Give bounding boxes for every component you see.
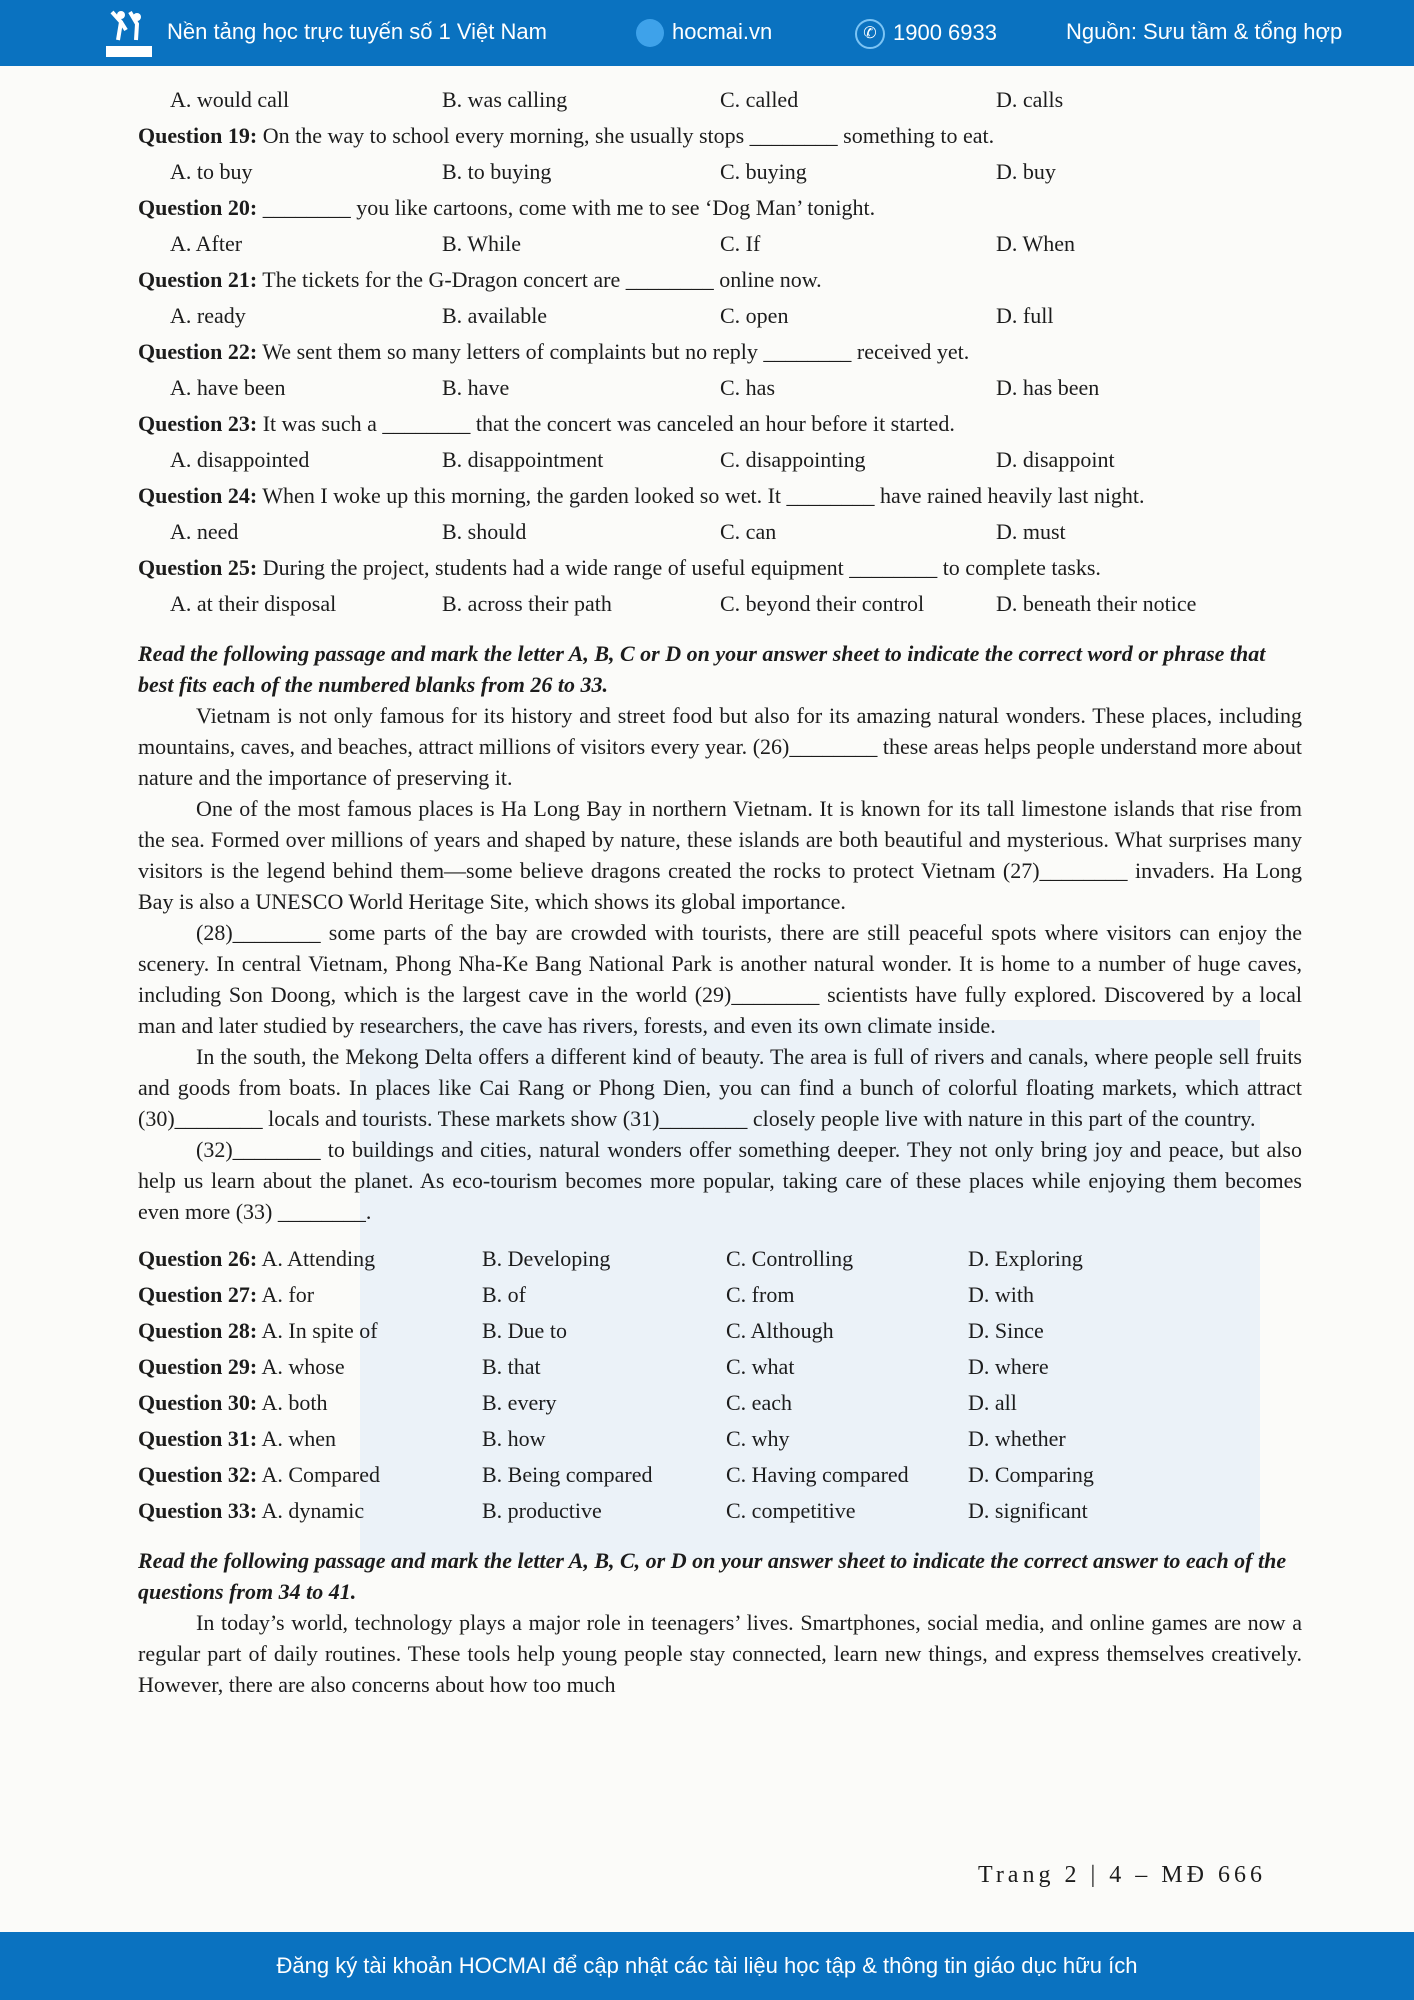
question-text: ________ you like cartoons, come with me to see ‘Dog Man’ tonight. [262,195,876,220]
answer-option: D. where [968,1354,1049,1379]
answer-option: C. from [726,1282,795,1307]
question-first-cell [138,1493,482,1529]
question-label: Question 30: [138,1390,258,1415]
answer-option: C. disappointing [720,447,866,472]
question-first-cell [138,1385,482,1421]
answer-option: A. to buy [170,159,253,184]
question-label: Question 20: [138,195,258,220]
answer-option: A. need [170,519,239,544]
answer-option: A. at their disposal [170,591,337,616]
answer-option: B. across their path [442,591,612,616]
question-first-cell [138,1349,482,1385]
question-text: It was such a ________ that the concert was canceled an hour before it started. [262,411,955,436]
question-text: When I woke up this morning, the garden looked so wet. It ________ have rained heavily last night. [262,483,1145,508]
passage-paragraph: (28)________ some parts of the bay are crowded with tourists, there are still peaceful spots where visitors can enjoy the scenery. In central Vietnam, Phong Nha-Ke Bang National Park is another natural wonder. It is home to a number of huge caves, including Son Doong, which is the largest cave in the world (29)________ scientists have fully explored. Discovered by a local man and later studied by researchers, the cave has rivers, forests, and even its own climate inside. [138,920,1302,1038]
question-stem [138,262,1302,298]
answer-option: D. whether [968,1426,1066,1451]
question-first-cell [138,1313,482,1349]
phone-link[interactable] [855,19,997,49]
answer-option: C. buying [720,159,807,184]
answer-option: D. Comparing [968,1462,1094,1487]
answer-option: B. disappointment [442,447,604,472]
question-label: Question 24: [138,483,258,508]
answer-option: B. While [442,231,522,256]
answer-option: D. calls [996,87,1064,112]
answer-option: D. disappoint [996,447,1115,472]
answer-option: A. when [261,1426,337,1451]
question-first-cell [138,1421,482,1457]
answer-option: A. disappointed [170,447,310,472]
answer-option: B. of [482,1282,526,1307]
passage-paragraph: (32)________ to buildings and cities, natural wonders offer something deeper. They not only bring joy and peace, but also help us learn about the planet. As eco-tourism becomes more popular, taking care of these places while enjoying them becomes even more (33) ________. [138,1137,1302,1224]
question-stem [138,334,1302,370]
section2-questions [138,1241,1302,1529]
source-text: Nguồn: Sưu tầm & tổng hợp [1066,19,1343,44]
question-stem [138,118,1302,154]
phone-text: 1900 6933 [893,19,997,45]
answer-option: C. Although [726,1318,834,1343]
question-label: Question 22: [138,339,258,364]
question-row [138,1241,1302,1277]
passage-paragraph: In today’s world, technology plays a major role in teenagers’ lives. Smartphones, social media, and online games are now a regular part of daily routines. These tools help young people stay connected, learn new things, and express themselves creatively. However, there are also concerns about how too much [138,1610,1302,1697]
question-stem [138,550,1302,586]
answer-option: C. has [720,375,775,400]
answer-options [138,226,1302,262]
question-label: Question 21: [138,267,258,292]
answer-option: B. Developing [482,1246,611,1271]
answer-option: A. ready [170,303,246,328]
answer-options [138,514,1302,550]
answer-option: B. Being compared [482,1462,653,1487]
answer-option: C. why [726,1426,790,1451]
answer-option: B. available [442,303,548,328]
answer-options [138,370,1302,406]
answer-option: A. whose [261,1354,345,1379]
answer-option: D. buy [996,159,1056,184]
header-bar [0,0,1414,66]
answer-option: A. Compared [261,1462,381,1487]
question-row [138,1277,1302,1313]
question-label: Question 23: [138,411,258,436]
question-label: Question 28: [138,1318,258,1343]
phone-icon: ✆ [855,19,885,49]
answer-option: B. that [482,1354,541,1379]
answer-option: C. called [720,87,799,112]
question-label: Question 27: [138,1282,258,1307]
section3-passage [138,1607,1302,1700]
answer-option: D. significant [968,1498,1088,1523]
answer-option: A. After [170,231,243,256]
question-row [138,1457,1302,1493]
question-text: During the project, students had a wide range of useful equipment ________ to complete tasks. [262,555,1101,580]
question-label: Question 19: [138,123,258,148]
answer-option: A. Attending [261,1246,376,1271]
page-number: Trang 2 | 4 – MĐ 666 [978,1862,1266,1888]
question-row [138,1385,1302,1421]
answer-option: C. each [726,1390,792,1415]
globe-icon [636,19,664,47]
question-row [138,1349,1302,1385]
question-stem [138,406,1302,442]
question-label: Question 25: [138,555,258,580]
answer-option: A. for [261,1282,315,1307]
answer-option: B. have [442,375,510,400]
answer-option: C. open [720,303,789,328]
document-page [138,82,1302,1700]
answer-option: C. Having compared [726,1462,909,1487]
answer-option: D. full [996,303,1054,328]
answer-option: B. Due to [482,1318,567,1343]
answer-option: D. Since [968,1318,1044,1343]
question-row [138,1313,1302,1349]
question-stem [138,478,1302,514]
website-text: hocmai.vn [672,19,773,44]
question-row [138,1421,1302,1457]
answer-option: A. both [261,1390,328,1415]
answer-option: D. must [996,519,1066,544]
passage-paragraph: Vietnam is not only famous for its history and street food but also for its amazing natural wonders. These places, including mountains, caves, and beaches, attract millions of visitors every year. (26)________ these areas helps people understand more about nature and the importance of preserving it. [138,703,1302,790]
answer-option: C. what [726,1354,795,1379]
answer-option: B. was calling [442,87,568,112]
question-text: The tickets for the G-Dragon concert are ________ online now. [262,267,822,292]
answer-option: B. every [482,1390,557,1415]
question-text: We sent them so many letters of complaints but no reply ________ received yet. [262,339,970,364]
question-first-cell [138,1277,482,1313]
answer-options [138,298,1302,334]
answer-option: B. to buying [442,159,552,184]
answer-option: A. would call [170,87,290,112]
question-label: Question 29: [138,1354,258,1379]
answer-options [138,154,1302,190]
hocmai-logo [104,8,154,58]
answer-option: A. have been [170,375,286,400]
answer-options [138,586,1302,622]
tagline: Nền tảng học trực tuyến số 1 Việt Nam [167,19,547,44]
answer-option: C. can [720,519,777,544]
question-row [138,1493,1302,1529]
answer-option: C. If [720,231,761,256]
question-label: Question 26: [138,1246,258,1271]
question-text: On the way to school every morning, she usually stops ________ something to eat. [262,123,995,148]
answer-option: C. competitive [726,1498,856,1523]
passage-paragraph: One of the most famous places is Ha Long Bay in northern Vietnam. It is known for its tall limestone islands that rise from the sea. Formed over millions of years and shaped by nature, these islands are both beautiful and mysterious. What surprises many visitors is the legend behind them—some believe dragons created the rocks to protect Vietnam (27)________ invaders. Ha Long Bay is also a UNESCO World Heritage Site, which shows its global importance. [138,796,1302,914]
section2-passage [138,700,1302,1227]
footer-bar [0,1932,1414,2000]
answer-option: D. beneath their notice [996,591,1197,616]
answer-option: D. with [968,1282,1034,1307]
passage-paragraph: In the south, the Mekong Delta offers a different kind of beauty. The area is full of rivers and canals, where people sell fruits and goods from boats. In places like Cai Rang or Phong Dien, you can find a bunch of colorful floating markets, which attract (30)________ locals and tourists. These markets show (31)________ closely people live with nature in this part of the country. [138,1044,1302,1131]
answer-option: B. should [442,519,527,544]
answer-option: D. When [996,231,1076,256]
footer-text: Đăng ký tài khoản HOCMAI để cập nhật các tài liệu học tập & thông tin giáo dục hữu ích [276,1953,1138,1978]
answer-option: D. Exploring [968,1246,1083,1271]
question-label: Question 32: [138,1462,258,1487]
answer-option: D. has been [996,375,1100,400]
question-first-cell [138,1241,482,1277]
website-link[interactable] [636,19,772,47]
answer-option: C. Controlling [726,1246,854,1271]
answer-option: A. dynamic [261,1498,365,1523]
answer-option: D. all [968,1390,1017,1415]
question-label: Question 31: [138,1426,258,1451]
question-stem [138,190,1302,226]
section3-instruction: Read the following passage and mark the letter A, B, C, or D on your answer sheet to indicate the correct answer to each of the questions from 34 to 41. [138,1548,1287,1604]
answer-options [138,82,1302,118]
answer-option: B. how [482,1426,546,1451]
answer-option: C. beyond their control [720,591,925,616]
question-first-cell [138,1457,482,1493]
question-label: Question 33: [138,1498,258,1523]
section1-questions [138,82,1302,622]
answer-option: A. In spite of [261,1318,378,1343]
answer-options [138,442,1302,478]
answer-option: B. productive [482,1498,602,1523]
section2-instruction: Read the following passage and mark the letter A, B, C or D on your answer sheet to indicate the correct word or phrase that best fits each of the numbered blanks from 26 to 33. [138,641,1266,697]
